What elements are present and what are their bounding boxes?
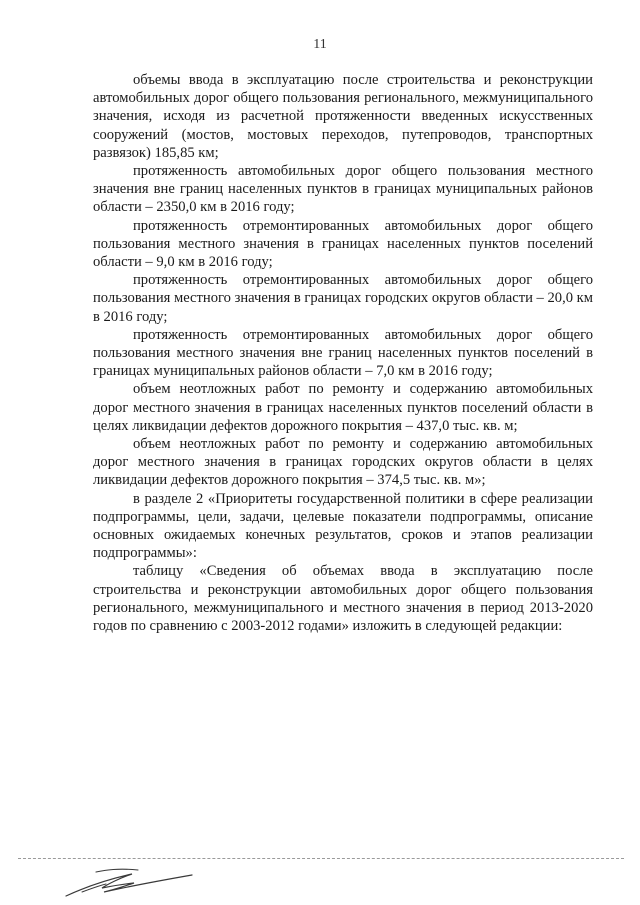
paragraph: протяженность отремонтированных автомобильных дорог общего пользования местного значения в границах городских округов области – 20,0 км в 2016 году; — [93, 272, 593, 325]
paragraph: объем неотложных работ по ремонту и содержанию автомобильных дорог местного значения в границах населенных пунктов поселений области в целях ликвидации дефектов дорожного покрытия – 437,0 тыс. кв. м; — [93, 381, 593, 434]
paragraph: протяженность отремонтированных автомобильных дорог общего пользования местного значения в границах населенных пунктов поселений области – 9,0 км в 2016 году; — [93, 217, 593, 271]
handwritten-signature — [62, 862, 202, 902]
paragraph: объемы ввода в эксплуатацию после строительства и реконструкции автомобильных дорог общего пользования регионального, межмуниципального значения, исходя из расчетной протяженности введенных искусственных сооружений (мостов, мостовых переходов, путепроводов, транспортных развязок) 185,85 км; — [93, 72, 593, 161]
page-number: 11 — [313, 37, 327, 52]
paragraph: протяженность отремонтированных автомобильных дорог общего пользования местного значения вне границ населенных пунктов поселений в границах муниципальных районов области – 7,0 км в 2016 году; — [93, 326, 593, 380]
paragraph: в разделе 2 «Приоритеты государственной политики в сфере реализации подпрограммы, цели, задачи, целевые показатели подпрограммы, описание основных ожидаемых конечных результатов, сроков и этапов реализации подпрограммы»: — [93, 490, 593, 562]
paragraph: таблицу «Сведения об объемах ввода в эксплуатацию после строительства и реконструкции автомобильных дорог общего пользования регионального, межмуниципального и местного значения в период 2013-2020 годов по сравнению с 2003-2012 годами» изложить в следующей редакции: — [93, 563, 593, 635]
paragraph: протяженность автомобильных дорог общего пользования местного значения вне границ населенных пунктов в границах муниципальных районов области – 2350,0 км в 2016 году; — [93, 163, 593, 216]
footer-divider — [18, 858, 624, 859]
paragraph: объем неотложных работ по ремонту и содержанию автомобильных дорог местного значения в границах городских округов области в целях ликвидации дефектов дорожного покрытия – 374,5 тыс. кв. м»; — [93, 436, 593, 489]
document-body — [93, 71, 593, 635]
